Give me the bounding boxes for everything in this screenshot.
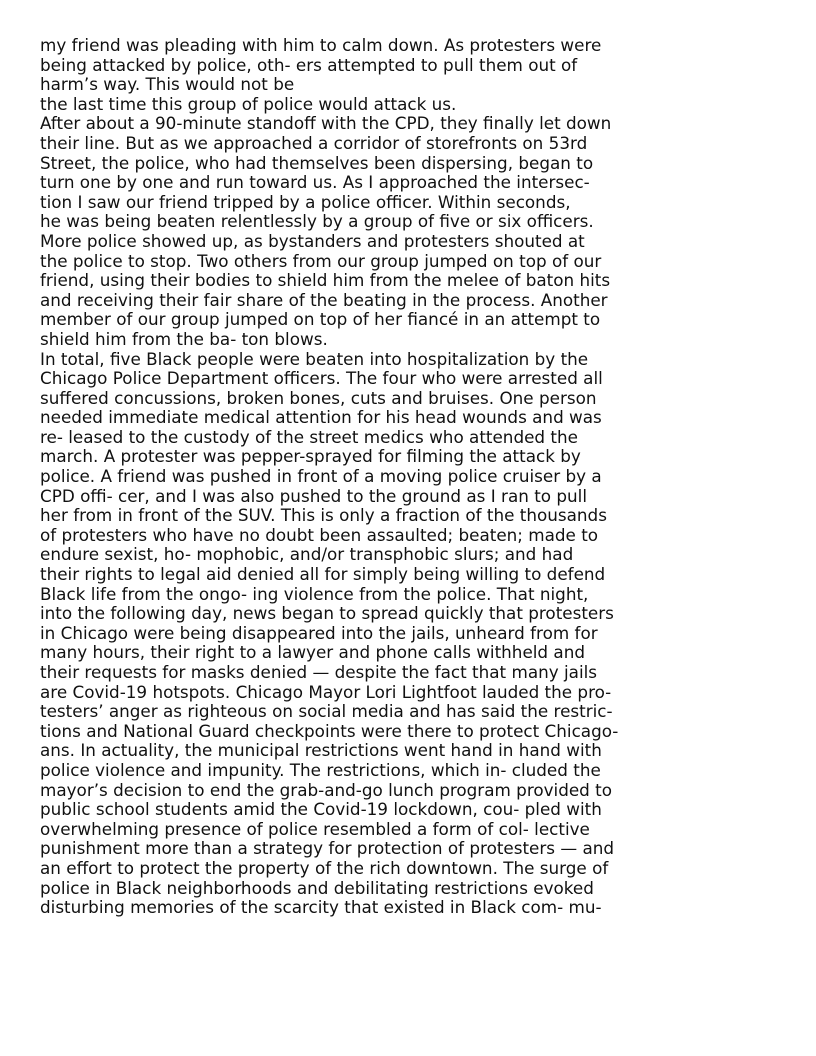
text-line: CPD offi- cer, and I was also pushed to the ground as I ran to pull [40, 485, 587, 506]
text-line: needed immediate medical attention for his head wounds and was [40, 407, 602, 428]
text-line: overwhelming presence of police resembled a form of col- lective [40, 818, 590, 839]
text-line: many hours, their right to a lawyer and phone calls withheld and [40, 642, 585, 663]
text-line: member of our group jumped on top of her fiancé in an attempt to [40, 309, 601, 330]
text-line: her from in front of the SUV. This is only a fraction of the thousands [40, 505, 607, 526]
text-line: tion I saw our friend tripped by a police officer. Within seconds, [40, 191, 571, 212]
text-line: police in Black neighborhoods and debilitating restrictions evoked [40, 877, 594, 898]
text-line: shield him from the ba- ton blows. [40, 328, 328, 349]
text-line: their line. But as we approached a corridor of storefronts on 53rd [40, 132, 588, 153]
text-line: their rights to legal aid denied all for simply being willing to defend [40, 564, 606, 585]
text-line: their requests for masks denied — despite the fact that many jails [40, 662, 598, 682]
text-line: the police to stop. Two others from our group jumped on top of our [40, 250, 602, 271]
text-line: endure sexist, ho- mophobic, and/or transphobic slurs; and had [40, 544, 574, 565]
text-line: re- leased to the custody of the street medics who attended the [40, 426, 578, 447]
text-line: Chicago Police Department officers. The four who were arrested all [40, 368, 603, 389]
text-line: mayor’s decision to end the grab-and-go lunch program provided to [40, 779, 613, 800]
text-line: tions and National Guard checkpoints were there to protect Chicago- [40, 720, 619, 741]
text-line: friend, using their bodies to shield him from the melee of baton hits [40, 270, 611, 291]
text-line: being attacked by police, oth- ers attempted to pull them out of [40, 54, 578, 75]
text-line: of protesters who have no doubt been assaulted; beaten; made to [40, 524, 599, 545]
text-line: harm’s way. This would not be [40, 74, 295, 95]
text-line: In total, five Black people were beaten into hospitalization by the [40, 348, 589, 369]
text-line: turn one by one and run toward us. As I approached the intersec- [40, 172, 590, 193]
text-line: testers’ anger as righteous on social media and has said the restric- [40, 701, 613, 722]
text-line: he was being beaten relentlessly by a group of five or six officers. [40, 211, 594, 232]
text-line: an effort to protect the property of the rich downtown. The surge of [40, 857, 609, 878]
document-body [40, 36, 800, 918]
text-line: More police showed up, as bystanders and protesters shouted at [40, 230, 585, 251]
text-line: and receiving their fair share of the beating in the process. Another [40, 289, 608, 310]
text-line: ans. In actuality, the municipal restrictions went hand in hand with [40, 740, 602, 761]
text-line: police violence and impunity. The restrictions, which in- cluded the [40, 759, 601, 780]
text-line: punishment more than a strategy for protection of protesters — and [40, 838, 615, 859]
text-line: After about a 90-minute standoff with the CPD, they finally let down [40, 113, 612, 134]
text-line: into the following day, news began to spread quickly that protesters [40, 603, 614, 624]
text-line: suffered concussions, broken bones, cuts and bruises. One person [40, 387, 597, 408]
text-line: the last time this group of police would attack us. [40, 93, 457, 114]
text-line: Street, the police, who had themselves been dispersing, began to [40, 152, 594, 173]
text-line: are Covid-19 hotspots. Chicago Mayor Lori Lightfoot lauded the pro- [40, 681, 612, 702]
text-line: disturbing memories of the scarcity that existed in Black com- mu- [40, 897, 602, 918]
text-line: my friend was pleading with him to calm down. As protesters were [40, 35, 602, 55]
text-line: police. A friend was pushed in front of a moving police cruiser by a [40, 466, 602, 487]
text-line: public school students amid the Covid-19 lockdown, cou- pled with [40, 799, 602, 820]
text-line: in Chicago were being disappeared into the jails, unheard from for [40, 622, 598, 643]
text-line: march. A protester was pepper-sprayed for filming the attack by [40, 446, 581, 467]
text-line: Black life from the ongo- ing violence from the police. That night, [40, 583, 589, 604]
